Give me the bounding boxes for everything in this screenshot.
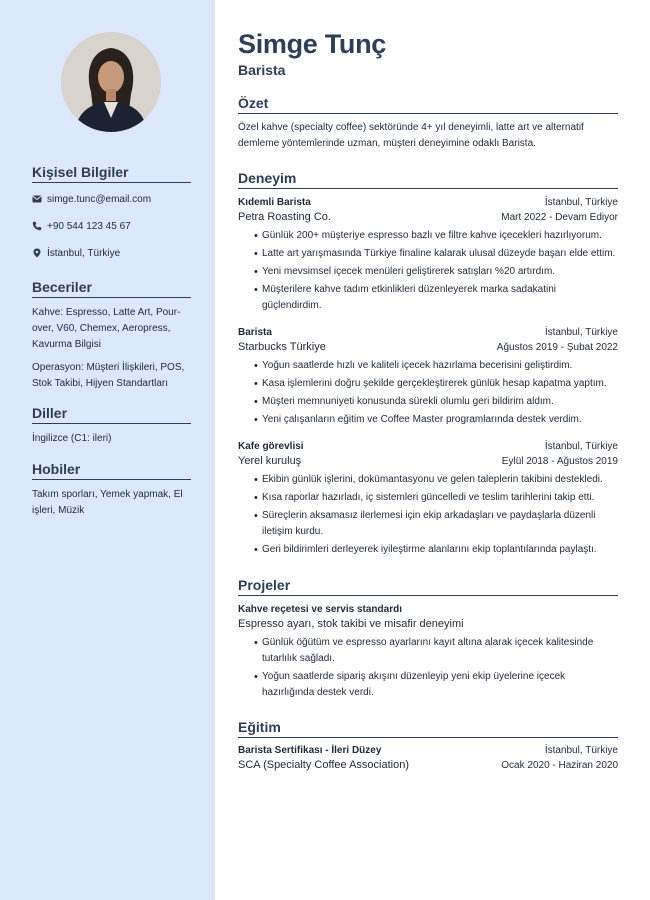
job-title: Kıdemli Barista: [238, 197, 311, 208]
languages-text: İngilizce (C1: ileri): [32, 433, 112, 444]
bullet-item: • Kısa raporlar hazırladı, iç sistemleri güncelledi ve teslim tarihlerini takip etti.: [254, 490, 618, 506]
person-name: Simge Tunç: [238, 29, 387, 59]
job-company: Yerel kuruluş: [238, 455, 302, 467]
job-company: Starbucks Türkiye: [238, 341, 326, 353]
education-section: [238, 718, 618, 773]
email-icon: [32, 194, 42, 204]
profile-photo: [61, 32, 161, 132]
job-company: Petra Roasting Co.: [238, 211, 331, 223]
bullet-item: • Yoğun saatlerde hızlı ve kaliteli içecek hazırlama becerisini geliştirdim.: [254, 358, 618, 374]
job-dates: Eylül 2018 - Ağustos 2019: [501, 456, 618, 467]
location-text: İstanbul, Türkiye: [47, 247, 121, 259]
projects-section: [238, 576, 618, 701]
hobbies-section: [32, 461, 191, 526]
education-institution: SCA (Specialty Coffee Association): [238, 759, 409, 771]
job-location: İstanbul, Türkiye: [544, 327, 618, 338]
project-bullets: [238, 635, 618, 701]
bullet-item: • Süreçlerin aksamasız ilerlemesi için ekip arkadaşları ve paydaşlarla düzenli iletişim kurdu.: [254, 508, 618, 540]
bullet-item: • Ekibin günlük işlerini, dokümantasyonu ve gelen taleplerin takibini destekledi.: [254, 472, 618, 488]
skills-section: [32, 279, 191, 399]
phone-row[interactable]: [32, 219, 191, 233]
job-entry: [238, 439, 618, 558]
job-title: Barista: [238, 327, 272, 338]
location-pin-icon: [32, 248, 42, 258]
job-title: Kafe görevlisi: [238, 441, 304, 452]
job-bullets: [238, 228, 618, 314]
job-dates: Ağustos 2019 - Şubat 2022: [496, 342, 618, 353]
job-location: İstanbul, Türkiye: [544, 197, 618, 208]
job-location: İstanbul, Türkiye: [544, 441, 618, 452]
education-entry: [238, 743, 618, 773]
bullet-item: • Müşterilere kahve tadım etkinlikleri düzenleyerek marka sadakatini güçlendirdim.: [254, 282, 618, 314]
bullet-item: • Latte art yarışmasında Türkiye finaline kalarak ulusal düzeyde başarı elde ettim.: [254, 246, 618, 262]
sidebar: [0, 0, 215, 900]
summary-heading: Özet: [238, 94, 618, 114]
bullet-item: • Yeni çalışanların eğitim ve Coffee Master programlarında destek verdim.: [254, 412, 618, 428]
bullet-item: • Günlük 200+ müşteriye espresso bazlı ve filtre kahve içecekleri hazırlıyorum.: [254, 228, 618, 244]
job-dates: Mart 2022 - Devam Ediyor: [501, 212, 618, 223]
skills-coffee: Kahve: Espresso, Latte Art, Pour-over, V60, Chemex, Aeropress, Kavurma Bilgisi: [32, 307, 181, 350]
person-title: Barista: [238, 62, 286, 78]
education-heading: Eğitim: [238, 718, 618, 738]
job-entry: [238, 195, 618, 314]
education-dates: Ocak 2020 - Haziran 2020: [501, 760, 618, 771]
education-title: Barista Sertifikası - İleri Düzey: [238, 745, 382, 756]
email-row[interactable]: [32, 192, 191, 206]
phone-icon: [32, 221, 42, 231]
project-subtitle: Espresso ayarı, stok takibi ve misafir deneyimi: [238, 618, 464, 630]
bullet-item: • Yoğun saatlerde sipariş akışını düzenleyip yeni ekip üyelerine içecek hazırlığında destek verdi.: [254, 669, 618, 701]
bullet-item: • Kasa işlemlerini doğru şekilde gerçekleştirerek günlük hesap kapatma yaptım.: [254, 376, 618, 392]
projects-heading: Projeler: [238, 576, 618, 596]
experience-heading: Deneyim: [238, 169, 618, 189]
hobbies-text: Takım sporları, Yemek yapmak, El işleri, Müzik: [32, 489, 183, 516]
summary-text: Özel kahve (specialty coffee) sektöründe 4+ yıl deneyimli, latte art ve alternatif demleme yöntemlerinde uzman, müşteri deneyimine odaklı Barista.: [238, 122, 584, 149]
project-title: Kahve reçetesi ve servis standardı: [238, 604, 402, 615]
skills-heading: Beceriler: [32, 279, 191, 298]
bullet-item: • Günlük öğütüm ve espresso ayarlarını kayıt altına alarak içecek kalitesinde tutarlılık sağladı.: [254, 635, 618, 667]
hobbies-heading: Hobiler: [32, 461, 191, 480]
education-location: İstanbul, Türkiye: [544, 745, 618, 756]
location-row: [32, 246, 191, 260]
summary-section: [238, 94, 618, 152]
languages-section: [32, 405, 191, 454]
project-entry: [238, 602, 618, 701]
languages-heading: Diller: [32, 405, 191, 424]
skills-operations: Operasyon: Müşteri İlişkileri, POS, Stok Takibi, Hijyen Standartları: [32, 362, 185, 389]
bullet-item: • Yeni mevsimsel içecek menüleri geliştirerek satışları %20 artırdım.: [254, 264, 618, 280]
main-content: [238, 28, 618, 773]
bullet-item: • Müşteri memnuniyeti konusunda sürekli olumlu geri bildirim aldım.: [254, 394, 618, 410]
phone-text: +90 544 123 45 67: [47, 220, 131, 232]
job-entry: [238, 325, 618, 428]
experience-section: [238, 169, 618, 558]
job-bullets: [238, 358, 618, 428]
bullet-item: • Geri bildirimleri derleyerek iyileştirme alanlarını ekip toplantılarında paylaştı.: [254, 542, 618, 558]
job-bullets: [238, 472, 618, 558]
personal-info-heading: Kişisel Bilgiler: [32, 164, 191, 183]
personal-info-section: [32, 164, 191, 273]
email-text: simge.tunc@email.com: [47, 193, 152, 205]
portrait-image: [61, 32, 161, 132]
